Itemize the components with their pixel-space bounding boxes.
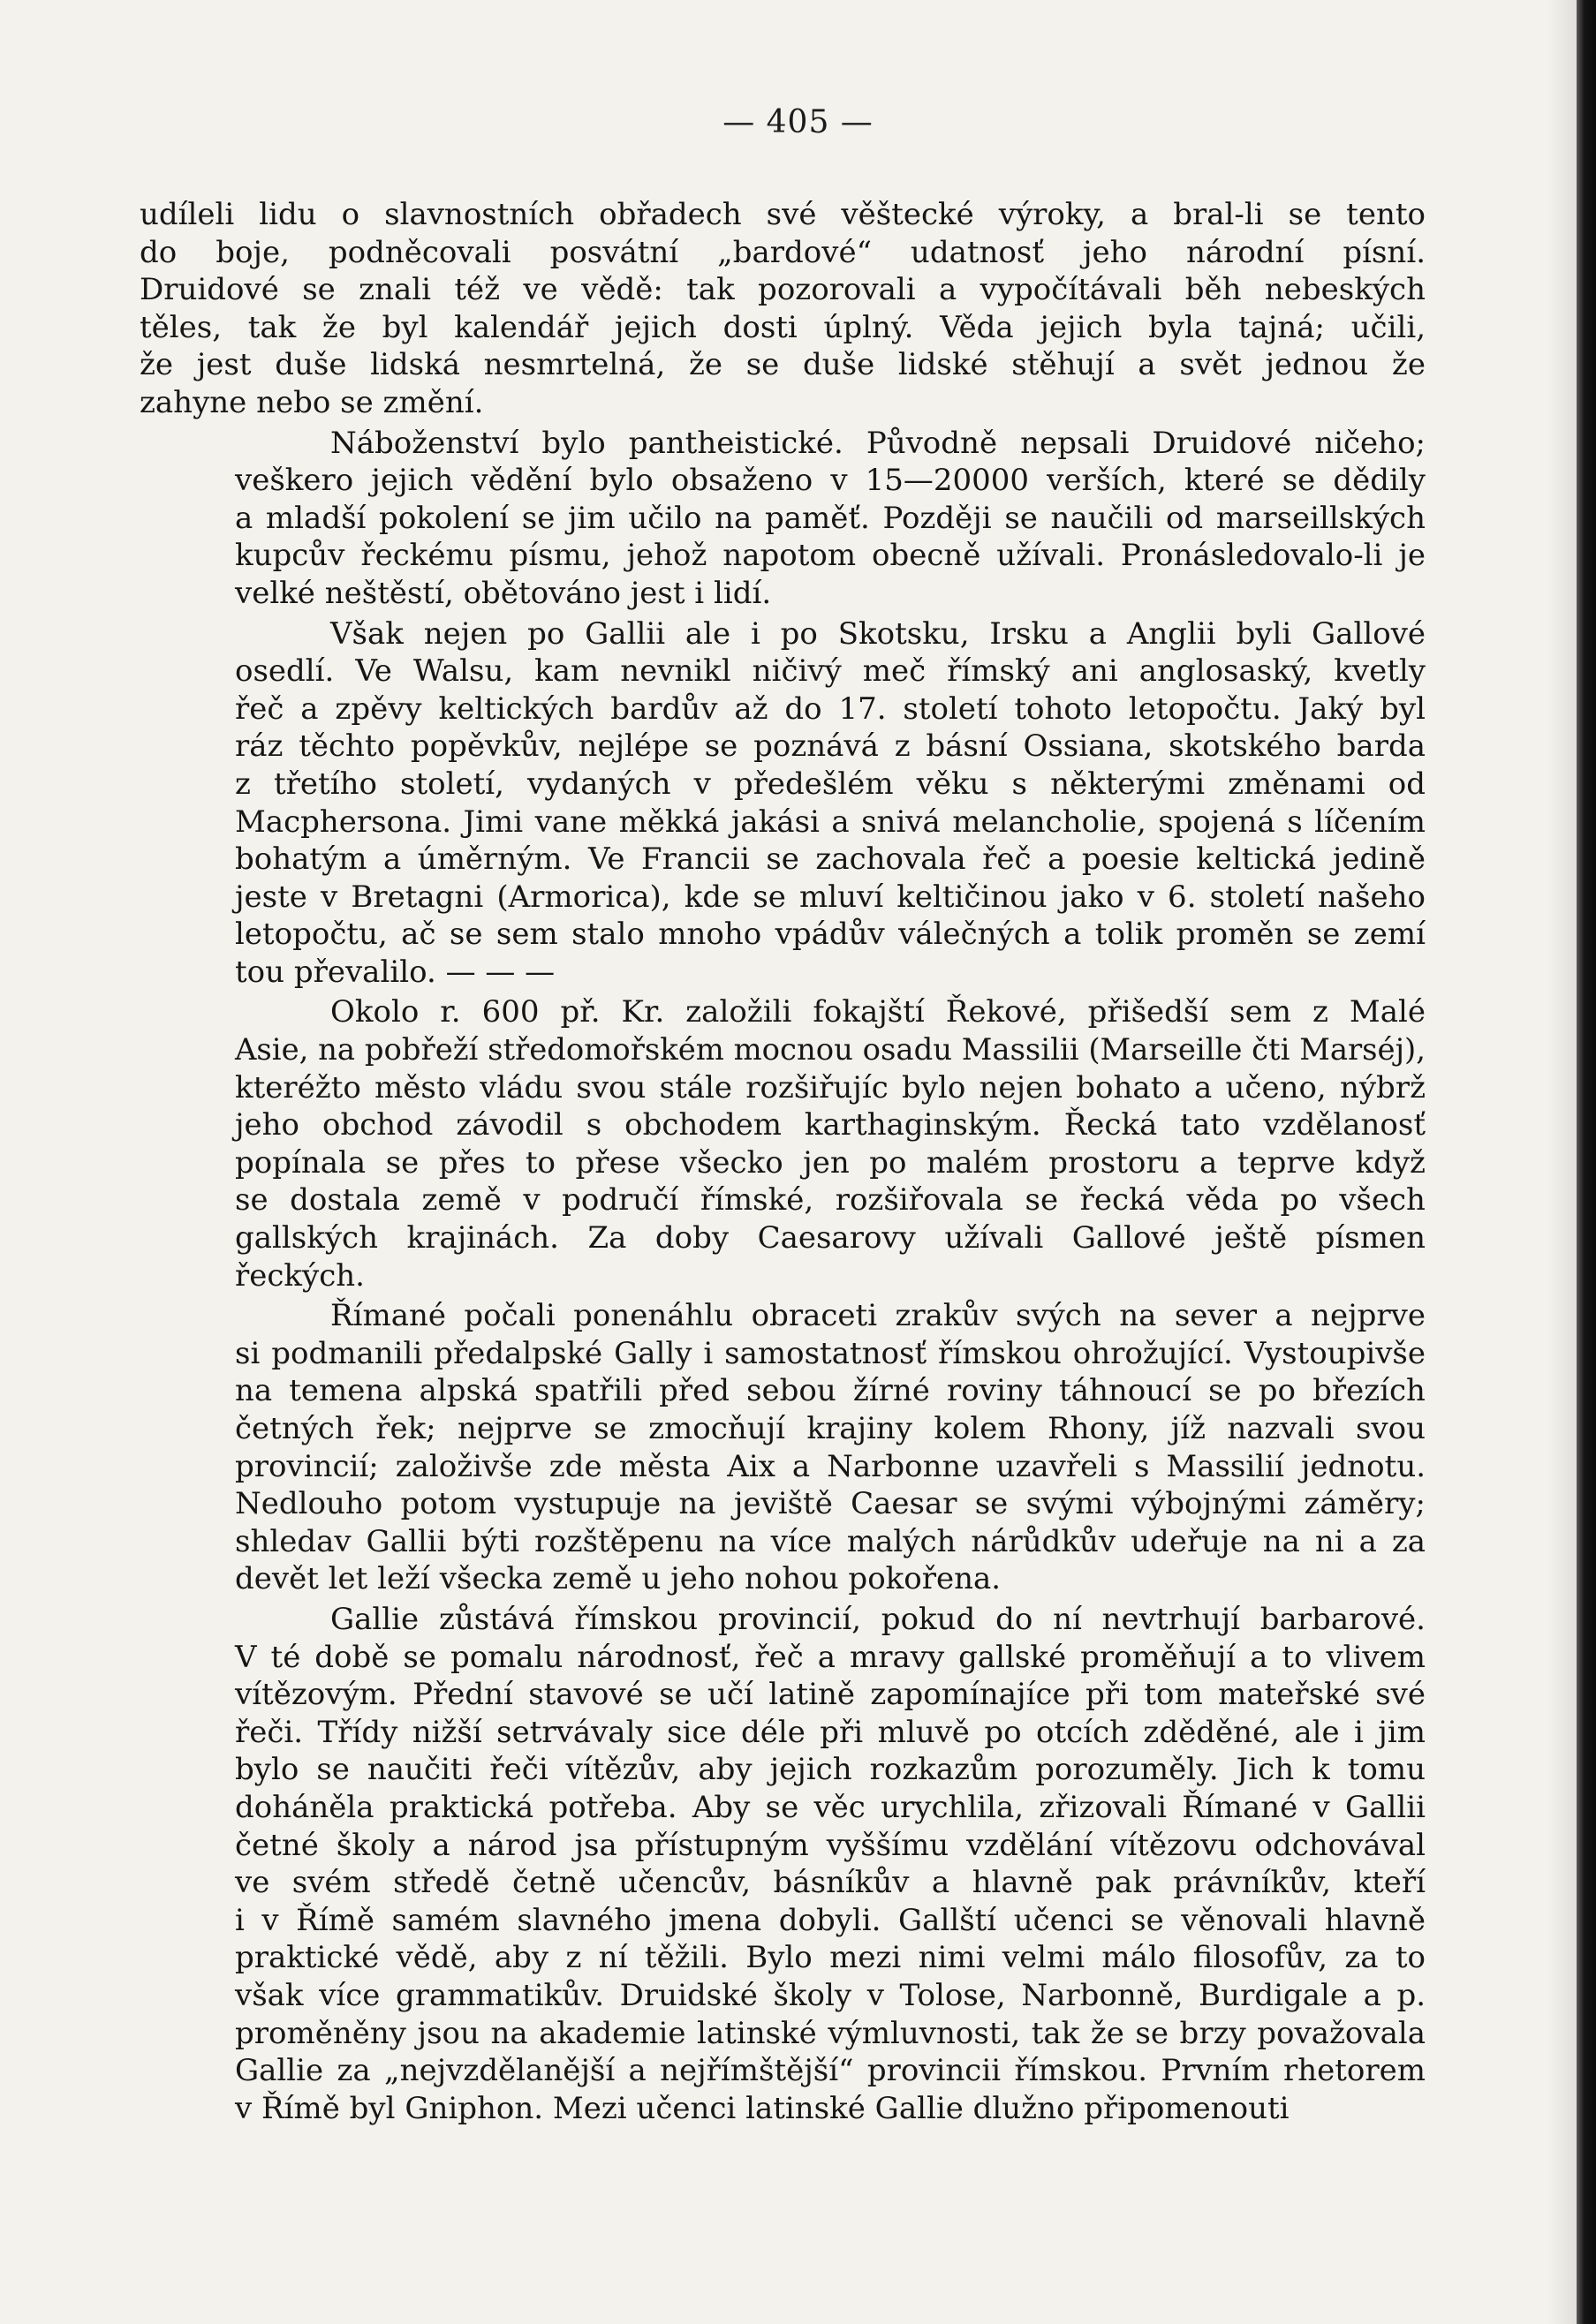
text-line: Náboženství bylo pantheistické. Původně nepsali Druidové ničeho; bbox=[330, 425, 1426, 461]
paragraph bbox=[140, 993, 1426, 1294]
scan-edge bbox=[1577, 0, 1596, 2324]
text-line: praktické vědě, aby z ní těžili. Bylo mezi nimi velmi málo filosofův, za to bbox=[235, 1940, 1426, 1976]
paragraph bbox=[140, 1601, 1426, 2127]
text-line: Asie, na pobřeží středomořském mocnou osadu Massilii (Marseille čti Marséj), bbox=[235, 1032, 1426, 1068]
body-text bbox=[140, 196, 1426, 2130]
scan-shadow bbox=[1547, 0, 1577, 2324]
text-line: V té době se pomalu národnosť, řeč a mravy gallské proměňují a to vlivem bbox=[235, 1639, 1426, 1675]
text-line: řeckých. bbox=[235, 1257, 365, 1294]
text-line: řeč a zpěvy keltických bardův až do 17. století tohoto letopočtu. Jaký byl bbox=[235, 690, 1426, 727]
text-line: Římané počali ponenáhlu obraceti zrakův svých na sever a nejprve bbox=[330, 1298, 1426, 1334]
text-line: si podmanili předalpské Gally i samostatnosť římskou ohrožující. Vystoupivše bbox=[235, 1335, 1426, 1371]
text-line: jeste v Bretagni (Armorica), kde se mluví keltičinou jako v 6. století našeho bbox=[235, 879, 1426, 915]
text-line: z třetího století, vydaných v předešlém věku s některými změnami od bbox=[235, 766, 1426, 802]
text-line: osedlí. Ve Walsu, kam nevnikl ničivý meč římský ani anglosaský, kvetly bbox=[235, 653, 1426, 690]
text-line: Gallie za „nejvzdělanější a nejřímštější“ provincii římskou. Prvním rhetorem bbox=[235, 2053, 1426, 2089]
text-line: shledav Gallii býti rozštěpenu na více malých nárůdkův udeřuje na ni a za bbox=[235, 1523, 1426, 1559]
text-line: proměněny jsou na akademie latinské výmluvnosti, tak že se brzy považovala bbox=[235, 2015, 1426, 2051]
text-line: veškero jejich vědění bylo obsaženo v 15—20000 verších, které se dědily bbox=[235, 463, 1426, 499]
text-line: ráz těchto popěvkův, nejlépe se poznává z básní Ossiana, skotského barda bbox=[235, 728, 1426, 765]
text-line: devět let leží všecka země u jeho nohou pokořena. bbox=[235, 1561, 1002, 1597]
text-line: Nedlouho potom vystupuje na jeviště Caesar se svými výbojnými záměry; bbox=[235, 1486, 1426, 1522]
text-line: Však nejen po Gallii ale i po Skotsku, Irsku a Anglii byli Gallové bbox=[330, 615, 1426, 652]
text-line: i v Římě samém slavného jmena dobyli. Gallští učenci se věnovali hlavně bbox=[235, 1902, 1426, 1938]
text-line: letopočtu, ač se sem stalo mnoho vpádův válečných a tolik proměn se zemí bbox=[235, 917, 1426, 953]
text-line: však více grammatikův. Druidské školy v Tolose, Narbonně, Burdigale a p. bbox=[235, 1977, 1426, 2013]
text-line: tou převalilo. — — — bbox=[235, 954, 556, 990]
text-line: v Římě byl Gniphon. Mezi učenci latinské Gallie dlužno připomenouti bbox=[235, 2090, 1290, 2126]
text-line: se dostala země v područí římské, rozšiřovala se řecká věda po všech bbox=[235, 1182, 1426, 1219]
paragraph bbox=[140, 196, 1426, 422]
text-line: Okolo r. 600 př. Kr. založili fokajští Řekové, přišedší sem z Malé bbox=[330, 994, 1426, 1030]
text-line: že jest duše lidská nesmrtelná, že se duše lidské stěhují a svět jednou že bbox=[140, 347, 1426, 383]
text-line: Macphersona. Jimi vane měkká jakási a snivá melancholie, spojená s líčením bbox=[235, 804, 1426, 840]
text-line: a mladší pokolení se jim učilo na paměť. Později se naučili od marseillských bbox=[235, 500, 1426, 536]
text-line: velké neštěstí, obětováno jest i lidí. bbox=[235, 575, 772, 611]
paragraph bbox=[140, 615, 1426, 992]
text-line: řeči. Třídy nižší setrvávaly sice déle při mluvě po otcích zděděné, ale i jim bbox=[235, 1714, 1426, 1750]
text-line: na temena alpská spatřili před sebou žírné roviny táhnoucí se po březích bbox=[235, 1373, 1426, 1409]
text-line: těles, tak že byl kalendář jejich dosti úplný. Věda jejich byla tajná; učili, bbox=[140, 309, 1426, 345]
text-line: četné školy a národ jsa přístupným vyššímu vzdělání vítězovu odchovával bbox=[235, 1827, 1426, 1863]
text-line: vítězovým. Přední stavové se učí latině zapomínajíce při tom mateřské své bbox=[235, 1677, 1426, 1713]
text-line: kteréžto město vládu svou stále rozšiřujíc bylo nejen bohato a učeno, nýbrž bbox=[235, 1069, 1426, 1105]
text-line: udíleli lidu o slavnostních obřadech své věštecké výroky, a bral-li se tento bbox=[140, 197, 1426, 232]
text-line: jeho obchod závodil s obchodem karthaginským. Řecká tato vzdělanosť bbox=[235, 1107, 1426, 1143]
text-line: do boje, podněcovali posvátní „bardové“ udatnosť jeho národní písní. bbox=[140, 234, 1426, 270]
text-line: provincií; založivše zde města Aix a Narbonne uzavřeli s Massilií jednotu. bbox=[235, 1448, 1426, 1484]
page-number: — 405 — bbox=[722, 104, 874, 140]
text-line: kupcův řeckému písmu, jehož napotom obecně užívali. Pronásledovalo-li je bbox=[235, 538, 1426, 574]
text-line: četných řek; nejprve se zmocňují krajiny kolem Rhony, jíž nazvali svou bbox=[235, 1411, 1426, 1446]
paragraph bbox=[140, 1297, 1426, 1598]
text-line: gallských krajinách. Za doby Caesarovy užívali Gallové ještě písmen bbox=[235, 1220, 1426, 1256]
text-line: ve svém středě četně učencův, básníkův a hlavně pak právníkův, kteří bbox=[235, 1865, 1426, 1901]
text-line: Gallie zůstává římskou provincií, pokud do ní nevtrhují barbarové. bbox=[330, 1601, 1426, 1637]
text-line: doháněla praktická potřeba. Aby se věc urychlila, zřizovali Římané v Gallii bbox=[235, 1789, 1426, 1825]
paragraph bbox=[140, 425, 1426, 613]
text-line: bohatým a úměrným. Ve Francii se zachovala řeč a poesie keltická jedině bbox=[235, 841, 1426, 878]
text-line: popínala se přes to přese všecko jen po malém prostoru a teprve když bbox=[235, 1144, 1426, 1181]
text-line: zahyne nebo se změní. bbox=[140, 384, 484, 420]
text-line: Druidové se znali též ve vědě: tak pozorovali a vypočítávali běh nebeských bbox=[140, 272, 1426, 308]
text-line: bylo se naučiti řeči vítězův, aby jejich rozkazům porozuměly. Jich k tomu bbox=[235, 1752, 1426, 1788]
